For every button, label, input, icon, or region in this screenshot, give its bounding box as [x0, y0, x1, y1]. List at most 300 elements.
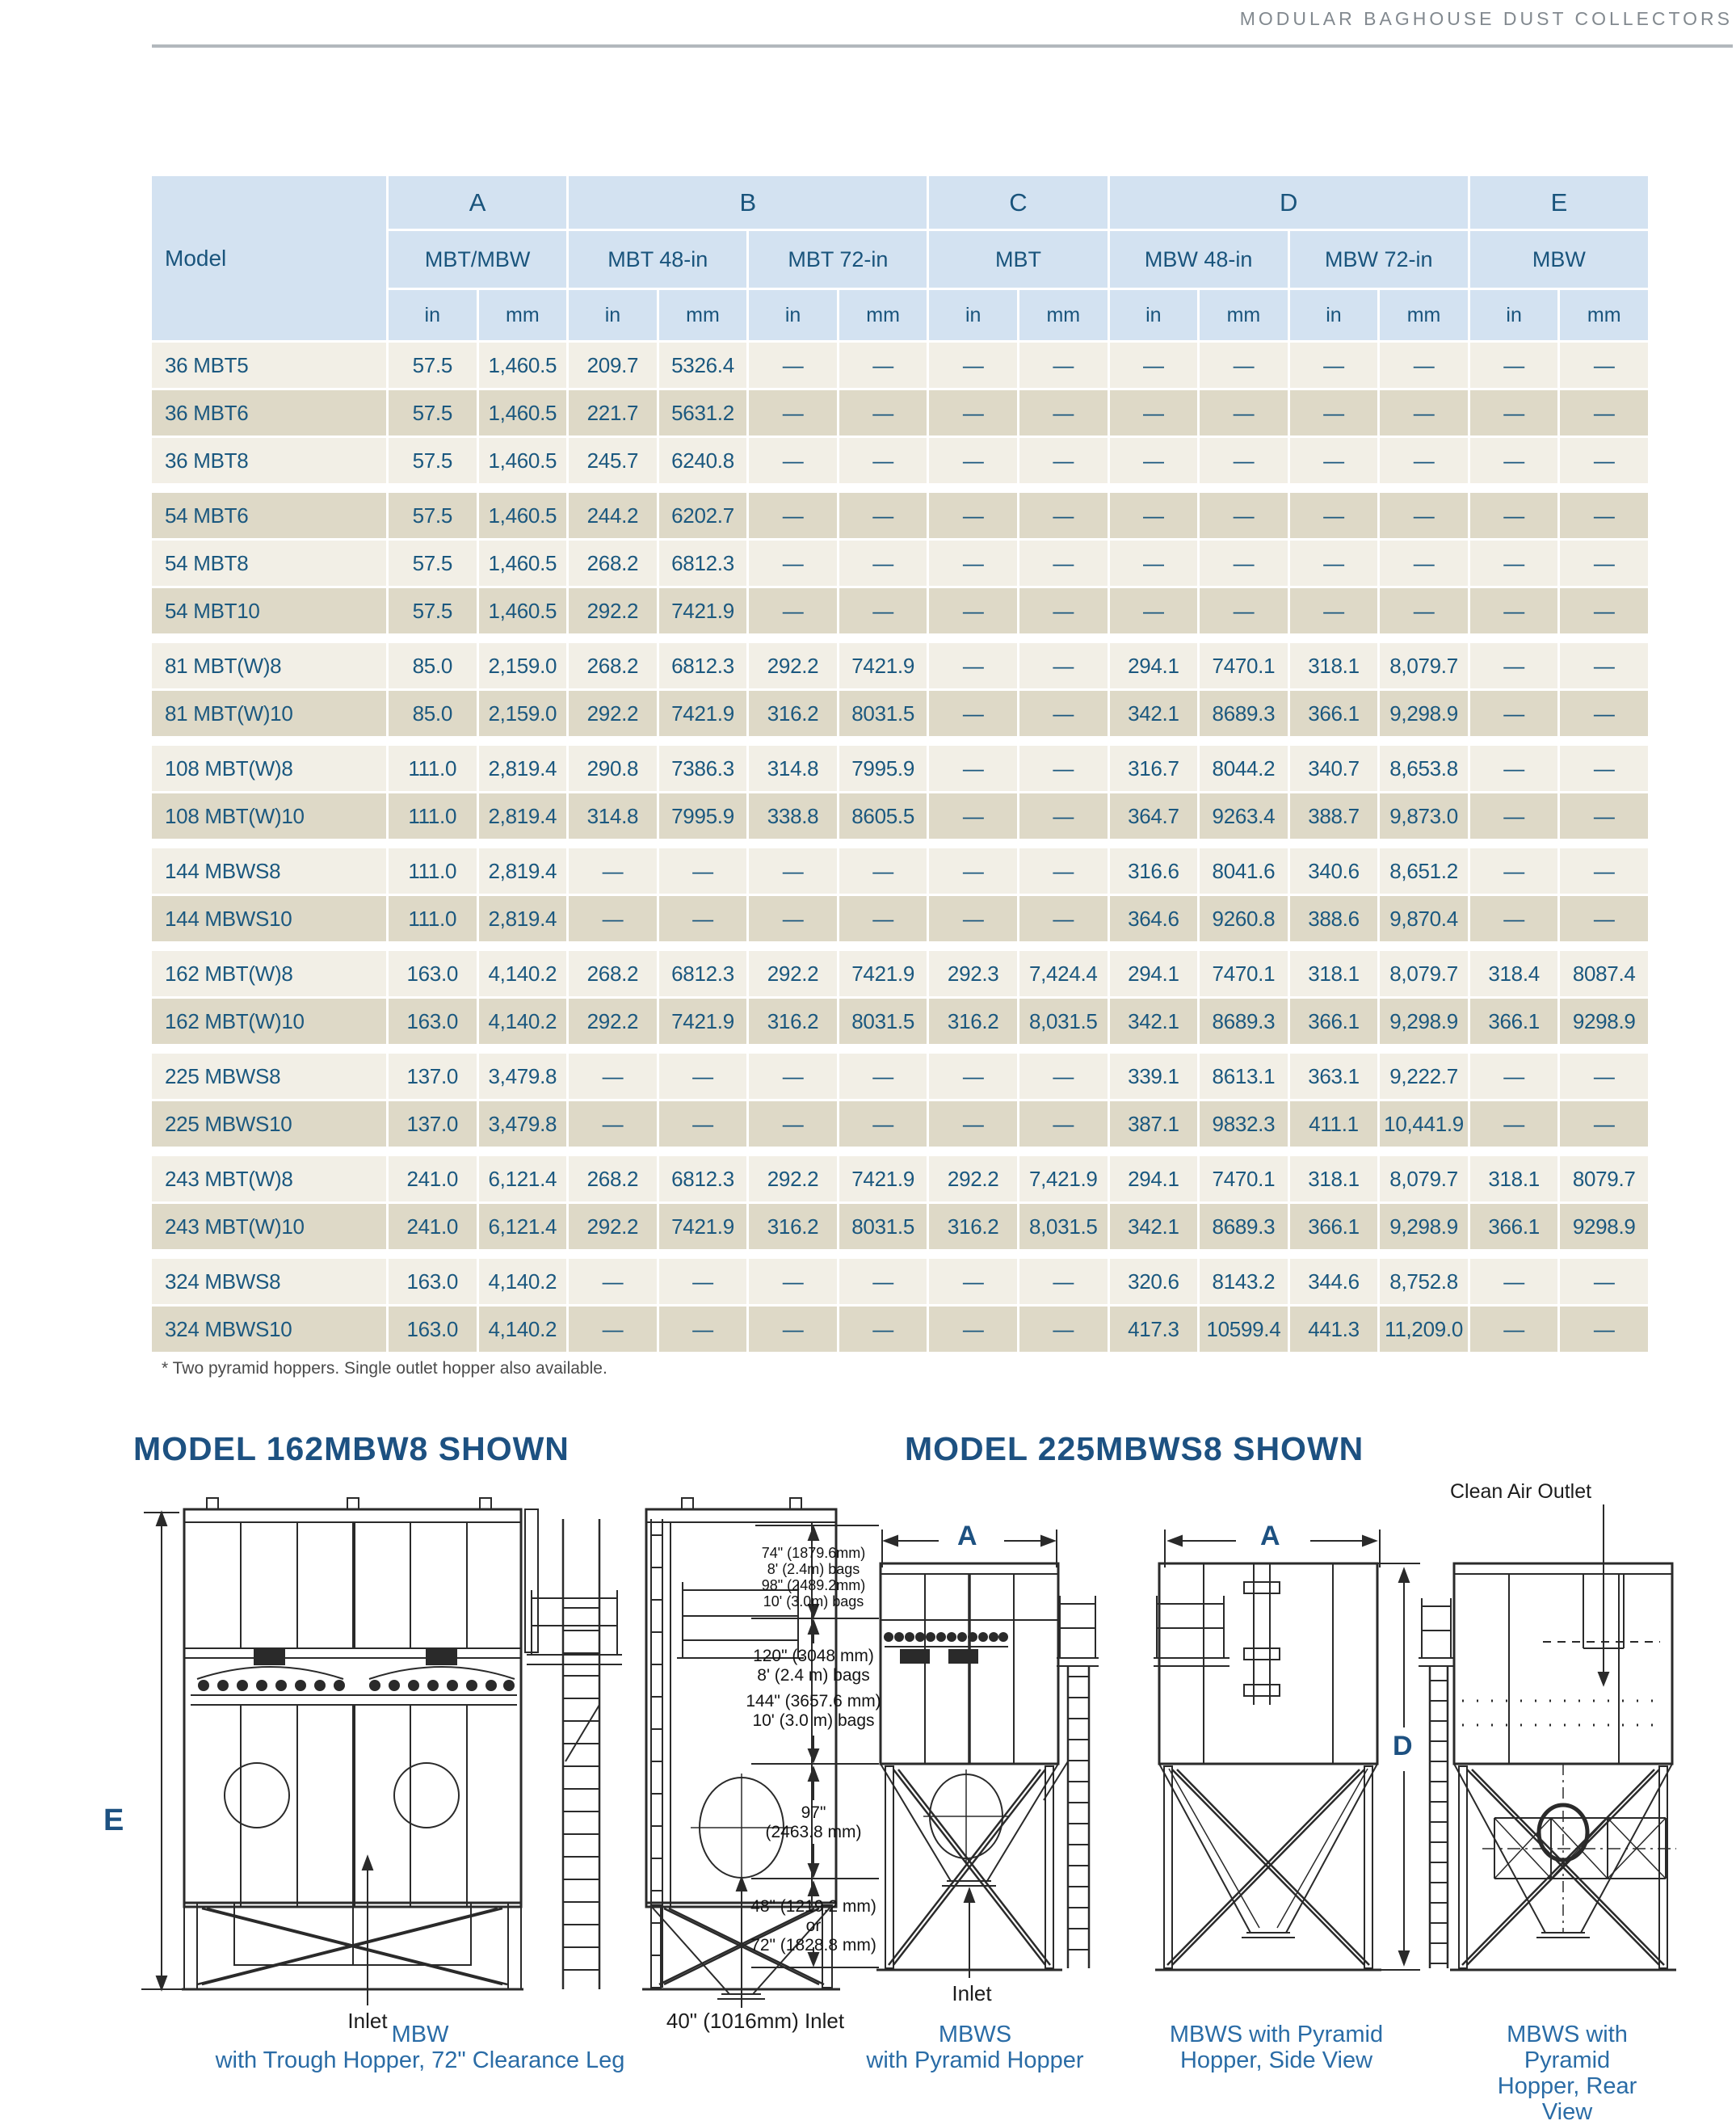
value-cell: — — [749, 343, 837, 388]
value-cell: — — [1560, 343, 1648, 388]
value-cell: 2,819.4 — [479, 896, 567, 941]
value-cell: — — [1019, 1259, 1108, 1304]
value-cell: 111.0 — [389, 848, 477, 894]
value-cell: 8,031.5 — [1019, 1204, 1108, 1249]
value-cell: 1,460.5 — [479, 541, 567, 586]
value-cell: 8689.3 — [1200, 691, 1288, 736]
value-cell: — — [659, 1307, 747, 1352]
clean-air-outlet-label: Clean Air Outlet — [1450, 1480, 1592, 1503]
value-cell: — — [1019, 1054, 1108, 1099]
value-cell: — — [929, 1101, 1017, 1147]
value-cell: 8,031.5 — [1019, 999, 1108, 1044]
value-cell: — — [1470, 1054, 1558, 1099]
value-cell: 5631.2 — [659, 390, 747, 436]
value-cell: 344.6 — [1290, 1259, 1378, 1304]
dim-144-annotation: 144" (3657.6 mm) 10' (3.0 m) bags — [746, 1692, 881, 1730]
value-cell: 318.1 — [1290, 1156, 1378, 1201]
value-cell: 10,441.9 — [1380, 1101, 1468, 1147]
unit-header-in: in — [1290, 290, 1378, 340]
value-cell: — — [839, 1259, 927, 1304]
value-cell: 8,079.7 — [1380, 951, 1468, 996]
value-cell: — — [749, 541, 837, 586]
model-cell: 243 MBT(W)10 — [152, 1204, 386, 1249]
value-cell: 57.5 — [389, 493, 477, 538]
value-cell: — — [1560, 1054, 1648, 1099]
value-cell: 241.0 — [389, 1204, 477, 1249]
subheader-mbt72: MBT 72-in — [749, 231, 927, 288]
value-cell: — — [1470, 746, 1558, 791]
value-cell: — — [1019, 691, 1108, 736]
value-cell: — — [1019, 896, 1108, 941]
value-cell: 8613.1 — [1200, 1054, 1288, 1099]
value-cell: 163.0 — [389, 951, 477, 996]
value-cell: 316.7 — [1110, 746, 1198, 791]
value-cell: 292.3 — [929, 951, 1017, 996]
value-cell: — — [1380, 438, 1468, 483]
value-cell: — — [839, 438, 927, 483]
value-cell: — — [659, 848, 747, 894]
value-cell: 2,819.4 — [479, 746, 567, 791]
value-cell: 11,209.0 — [1380, 1307, 1468, 1352]
value-cell: 9263.4 — [1200, 793, 1288, 839]
value-cell: — — [929, 1307, 1017, 1352]
value-cell: 241.0 — [389, 1156, 477, 1201]
value-cell: 316.2 — [749, 999, 837, 1044]
value-cell: 294.1 — [1110, 1156, 1198, 1201]
value-cell: — — [1019, 1307, 1108, 1352]
value-cell: 8031.5 — [839, 999, 927, 1044]
value-cell: 8,079.7 — [1380, 1156, 1468, 1201]
value-cell: — — [1560, 493, 1648, 538]
value-cell: 8031.5 — [839, 1204, 927, 1249]
value-cell: 7,424.4 — [1019, 951, 1108, 996]
value-cell: 9,298.9 — [1380, 999, 1468, 1044]
model-cell: 243 MBT(W)8 — [152, 1156, 386, 1201]
value-cell: — — [1110, 493, 1198, 538]
value-cell: 9,298.9 — [1380, 691, 1468, 736]
value-cell: 2,159.0 — [479, 643, 567, 688]
value-cell: — — [1470, 1259, 1558, 1304]
value-cell: — — [1200, 493, 1288, 538]
value-cell: 7421.9 — [659, 588, 747, 633]
value-cell: 316.2 — [929, 1204, 1017, 1249]
value-cell: — — [749, 848, 837, 894]
value-cell: — — [1200, 438, 1288, 483]
model-cell: 54 MBT8 — [152, 541, 386, 586]
model-cell: 162 MBT(W)10 — [152, 999, 386, 1044]
value-cell: 209.7 — [569, 343, 657, 388]
value-cell: — — [1290, 588, 1378, 633]
value-cell: 2,819.4 — [479, 793, 567, 839]
value-cell: 339.1 — [1110, 1054, 1198, 1099]
section-title-162mbw8: MODEL 162MBW8 SHOWN — [133, 1430, 570, 1467]
value-cell: — — [1470, 896, 1558, 941]
unit-header-mm: mm — [1200, 290, 1288, 340]
value-cell: — — [1470, 588, 1558, 633]
value-cell: — — [659, 1054, 747, 1099]
value-cell: — — [929, 541, 1017, 586]
dimension-d-label: D — [1393, 1731, 1413, 1761]
value-cell: 9298.9 — [1560, 999, 1648, 1044]
mbws-rear-view-drawing — [1419, 1563, 1676, 1970]
value-cell: 6812.3 — [659, 951, 747, 996]
bag-length-annotation: 74" (1879.6mm) 8' (2.4m) bags 98" (2489.2mm) 10' (3.0m) bags — [761, 1545, 866, 1610]
value-cell: 163.0 — [389, 1259, 477, 1304]
value-cell: 7995.9 — [659, 793, 747, 839]
group-header-d: D — [1110, 176, 1468, 229]
value-cell: — — [929, 1259, 1017, 1304]
pulse-valve-row — [198, 1680, 515, 1691]
value-cell: 268.2 — [569, 541, 657, 586]
unit-header-in: in — [1470, 290, 1558, 340]
table-footnote: * Two pyramid hoppers. Single outlet hopper also available. — [162, 1359, 607, 1378]
unit-header-in: in — [1110, 290, 1198, 340]
value-cell: 4,140.2 — [479, 1259, 567, 1304]
value-cell: — — [1560, 896, 1648, 941]
value-cell: 387.1 — [1110, 1101, 1198, 1147]
model-cell: 36 MBT5 — [152, 343, 386, 388]
caption-mbw: MBW with Trough Hopper, 72" Clearance Leg — [215, 2022, 625, 2073]
value-cell: 7470.1 — [1200, 1156, 1288, 1201]
value-cell: 163.0 — [389, 1307, 477, 1352]
value-cell: 1,460.5 — [479, 438, 567, 483]
unit-header-in: in — [389, 290, 477, 340]
unit-header-in: in — [929, 290, 1017, 340]
value-cell: — — [1560, 1307, 1648, 1352]
value-cell: 417.3 — [1110, 1307, 1198, 1352]
unit-header-mm: mm — [479, 290, 567, 340]
value-cell: — — [1470, 541, 1558, 586]
value-cell: — — [1110, 343, 1198, 388]
group-header-b: B — [569, 176, 927, 229]
model-cell: 324 MBWS10 — [152, 1307, 386, 1352]
value-cell: 268.2 — [569, 1156, 657, 1201]
value-cell: — — [569, 1307, 657, 1352]
model-cell: 81 MBT(W)8 — [152, 643, 386, 688]
value-cell: — — [929, 793, 1017, 839]
value-cell: — — [1380, 343, 1468, 388]
value-cell: 292.2 — [929, 1156, 1017, 1201]
group-header-c: C — [929, 176, 1107, 229]
value-cell: 364.7 — [1110, 793, 1198, 839]
value-cell: 364.6 — [1110, 896, 1198, 941]
value-cell: — — [1019, 541, 1108, 586]
value-cell: 57.5 — [389, 343, 477, 388]
value-cell: 388.7 — [1290, 793, 1378, 839]
value-cell: — — [1200, 343, 1288, 388]
value-cell: 6202.7 — [659, 493, 747, 538]
model-cell: 324 MBWS8 — [152, 1259, 386, 1304]
value-cell: 3,479.8 — [479, 1101, 567, 1147]
value-cell: 1,460.5 — [479, 390, 567, 436]
value-cell: — — [839, 343, 927, 388]
section-title-225mbws8: MODEL 225MBWS8 SHOWN — [905, 1430, 1364, 1467]
value-cell: — — [1560, 746, 1648, 791]
value-cell: 7470.1 — [1200, 643, 1288, 688]
value-cell: — — [569, 1054, 657, 1099]
model-cell: 225 MBWS10 — [152, 1101, 386, 1147]
value-cell: — — [1560, 438, 1648, 483]
value-cell: 1,460.5 — [479, 493, 567, 538]
value-cell: 111.0 — [389, 896, 477, 941]
inlet-40-label: 40" (1016mm) Inlet — [666, 2009, 845, 2033]
subheader-mbw48: MBW 48-in — [1110, 231, 1288, 288]
value-cell: 8031.5 — [839, 691, 927, 736]
value-cell: 292.2 — [749, 643, 837, 688]
value-cell: 244.2 — [569, 493, 657, 538]
value-cell: — — [569, 848, 657, 894]
mbw-front-view-drawing — [182, 1498, 523, 2005]
value-cell: — — [1380, 390, 1468, 436]
value-cell: 318.1 — [1290, 951, 1378, 996]
value-cell: 85.0 — [389, 643, 477, 688]
value-cell: 8689.3 — [1200, 1204, 1288, 1249]
value-cell: — — [1019, 793, 1108, 839]
value-cell: 1,460.5 — [479, 588, 567, 633]
value-cell: — — [1470, 793, 1558, 839]
model-cell: 144 MBWS8 — [152, 848, 386, 894]
value-cell: — — [569, 1101, 657, 1147]
value-cell: — — [1290, 438, 1378, 483]
value-cell: 9,873.0 — [1380, 793, 1468, 839]
value-cell: — — [1380, 588, 1468, 633]
value-cell: 318.1 — [1470, 1156, 1558, 1201]
value-cell: 316.2 — [749, 1204, 837, 1249]
value-cell: 4,140.2 — [479, 1307, 567, 1352]
value-cell: — — [1019, 643, 1108, 688]
value-cell: 342.1 — [1110, 691, 1198, 736]
value-cell: — — [839, 390, 927, 436]
value-cell: — — [1470, 493, 1558, 538]
value-cell: — — [1200, 390, 1288, 436]
value-cell: — — [1470, 438, 1558, 483]
value-cell: — — [839, 1307, 927, 1352]
value-cell: — — [1290, 493, 1378, 538]
value-cell: 6812.3 — [659, 643, 747, 688]
value-cell: — — [839, 1101, 927, 1147]
value-cell: 7421.9 — [839, 643, 927, 688]
value-cell: — — [1470, 390, 1558, 436]
inlet-label-right: Inlet — [952, 1981, 992, 2005]
value-cell: — — [1560, 390, 1648, 436]
mbws-front-view-drawing — [876, 1563, 1099, 1978]
value-cell: — — [749, 1259, 837, 1304]
value-cell: 9832.3 — [1200, 1101, 1288, 1147]
mbws-side-view-drawing — [1154, 1563, 1381, 1970]
group-header-e: E — [1470, 176, 1648, 229]
value-cell: — — [839, 1054, 927, 1099]
value-cell: 441.3 — [1290, 1307, 1378, 1352]
unit-header-mm: mm — [659, 290, 747, 340]
value-cell: 292.2 — [749, 951, 837, 996]
value-cell: 137.0 — [389, 1101, 477, 1147]
value-cell: 8143.2 — [1200, 1259, 1288, 1304]
value-cell: 338.8 — [749, 793, 837, 839]
value-cell: 316.6 — [1110, 848, 1198, 894]
value-cell: 292.2 — [569, 588, 657, 633]
unit-header-mm: mm — [839, 290, 927, 340]
value-cell: — — [839, 541, 927, 586]
value-cell: 314.8 — [569, 793, 657, 839]
value-cell: 366.1 — [1290, 1204, 1378, 1249]
model-cell: 54 MBT6 — [152, 493, 386, 538]
value-cell: 1,460.5 — [479, 343, 567, 388]
value-cell: 7470.1 — [1200, 951, 1288, 996]
value-cell: 7421.9 — [839, 951, 927, 996]
value-cell: — — [1019, 1101, 1108, 1147]
value-cell: 5326.4 — [659, 343, 747, 388]
caption-mbws-rear: MBWS with Pyramid Hopper, Rear View — [1497, 2022, 1637, 2125]
value-cell: 7421.9 — [659, 691, 747, 736]
model-cell: 144 MBWS10 — [152, 896, 386, 941]
value-cell: — — [749, 896, 837, 941]
page-title: MODULAR BAGHOUSE DUST COLLECTORS — [1239, 8, 1733, 29]
value-cell: 366.1 — [1290, 691, 1378, 736]
value-cell: — — [929, 1054, 1017, 1099]
model-cell: 81 MBT(W)10 — [152, 691, 386, 736]
value-cell: — — [1110, 390, 1198, 436]
value-cell: — — [1019, 343, 1108, 388]
value-cell: — — [749, 1054, 837, 1099]
value-cell: 292.2 — [569, 691, 657, 736]
value-cell: 316.2 — [749, 691, 837, 736]
value-cell: — — [1470, 343, 1558, 388]
value-cell: — — [749, 1307, 837, 1352]
value-cell: — — [1200, 588, 1288, 633]
value-cell: — — [839, 493, 927, 538]
value-cell: 8689.3 — [1200, 999, 1288, 1044]
value-cell: 8,079.7 — [1380, 643, 1468, 688]
value-cell: — — [1019, 848, 1108, 894]
value-cell: 7421.9 — [659, 999, 747, 1044]
dimension-a1-label: A — [957, 1521, 977, 1551]
value-cell: — — [839, 896, 927, 941]
value-cell: — — [749, 438, 837, 483]
value-cell: 292.2 — [749, 1156, 837, 1201]
value-cell: 57.5 — [389, 438, 477, 483]
value-cell: 221.7 — [569, 390, 657, 436]
value-cell: — — [1019, 588, 1108, 633]
value-cell: 8041.6 — [1200, 848, 1288, 894]
value-cell: — — [749, 1101, 837, 1147]
column-header-model: Model — [152, 176, 386, 340]
inlet-label-left: Inlet — [347, 2009, 388, 2033]
value-cell: — — [659, 1101, 747, 1147]
value-cell: 7386.3 — [659, 746, 747, 791]
value-cell: — — [1470, 848, 1558, 894]
value-cell: — — [839, 848, 927, 894]
value-cell: 320.6 — [1110, 1259, 1198, 1304]
model-cell: 108 MBT(W)8 — [152, 746, 386, 791]
unit-header-mm: mm — [1019, 290, 1108, 340]
value-cell: — — [929, 746, 1017, 791]
unit-header-mm: mm — [1560, 290, 1648, 340]
model-cell: 225 MBWS8 — [152, 1054, 386, 1099]
value-cell: 314.8 — [749, 746, 837, 791]
value-cell: 294.1 — [1110, 951, 1198, 996]
group-header-a: A — [389, 176, 566, 229]
value-cell: 342.1 — [1110, 1204, 1198, 1249]
value-cell: 163.0 — [389, 999, 477, 1044]
ladder-left-group — [525, 1509, 622, 1989]
value-cell: 340.6 — [1290, 848, 1378, 894]
value-cell: — — [569, 896, 657, 941]
dim-120-annotation: 120" (3048 mm) 8' (2.4 m) bags — [753, 1647, 874, 1685]
value-cell: — — [1560, 541, 1648, 586]
value-cell: 292.2 — [569, 999, 657, 1044]
value-cell: 8,752.8 — [1380, 1259, 1468, 1304]
dim-48-72-annotation: 48" (1219.2 mm) or 72" (1828.8 mm) — [750, 1897, 876, 1955]
value-cell: 4,140.2 — [479, 951, 567, 996]
value-cell: 6,121.4 — [479, 1156, 567, 1201]
value-cell: 6240.8 — [659, 438, 747, 483]
value-cell: — — [929, 390, 1017, 436]
value-cell: 111.0 — [389, 746, 477, 791]
value-cell: 9,298.9 — [1380, 1204, 1468, 1249]
value-cell: — — [1470, 1101, 1558, 1147]
value-cell: 318.1 — [1290, 643, 1378, 688]
value-cell: — — [1110, 588, 1198, 633]
value-cell: 366.1 — [1290, 999, 1378, 1044]
value-cell: — — [1470, 643, 1558, 688]
value-cell: 6,121.4 — [479, 1204, 567, 1249]
subheader-mbt48: MBT 48-in — [569, 231, 746, 288]
caption-mbws: MBWS with Pyramid Hopper — [866, 2022, 1084, 2073]
value-cell: 7,421.9 — [1019, 1156, 1108, 1201]
value-cell: 7421.9 — [839, 1156, 927, 1201]
value-cell: — — [1019, 746, 1108, 791]
value-cell: — — [1560, 1101, 1648, 1147]
value-cell: 9298.9 — [1560, 1204, 1648, 1249]
value-cell: — — [1560, 691, 1648, 736]
value-cell: 268.2 — [569, 951, 657, 996]
value-cell: 111.0 — [389, 793, 477, 839]
value-cell: 9260.8 — [1200, 896, 1288, 941]
value-cell: 6812.3 — [659, 541, 747, 586]
value-cell: — — [659, 1259, 747, 1304]
value-cell: 388.6 — [1290, 896, 1378, 941]
unit-header-mm: mm — [1380, 290, 1468, 340]
value-cell: — — [929, 643, 1017, 688]
value-cell: — — [1380, 541, 1468, 586]
value-cell: 294.1 — [1110, 643, 1198, 688]
value-cell: 8605.5 — [839, 793, 927, 839]
value-cell: — — [1019, 493, 1108, 538]
value-cell: 366.1 — [1470, 1204, 1558, 1249]
value-cell: — — [1560, 848, 1648, 894]
unit-header-in: in — [569, 290, 657, 340]
value-cell: — — [1290, 343, 1378, 388]
subheader-mbt: MBT — [929, 231, 1107, 288]
value-cell: — — [929, 493, 1017, 538]
value-cell: — — [1019, 438, 1108, 483]
value-cell: — — [1560, 643, 1648, 688]
value-cell: 57.5 — [389, 588, 477, 633]
value-cell: — — [1290, 541, 1378, 586]
value-cell: 85.0 — [389, 691, 477, 736]
value-cell: 4,140.2 — [479, 999, 567, 1044]
value-cell: 290.8 — [569, 746, 657, 791]
value-cell: — — [929, 848, 1017, 894]
caption-mbws-side: MBWS with Pyramid Hopper, Side View — [1169, 2022, 1384, 2073]
subheader-mbw: MBW — [1470, 231, 1648, 288]
value-cell: — — [1560, 1259, 1648, 1304]
value-cell: 8087.4 — [1560, 951, 1648, 996]
value-cell: 57.5 — [389, 541, 477, 586]
value-cell: 8,651.2 — [1380, 848, 1468, 894]
value-cell: — — [1200, 541, 1288, 586]
subheader-mbw72: MBW 72-in — [1290, 231, 1468, 288]
